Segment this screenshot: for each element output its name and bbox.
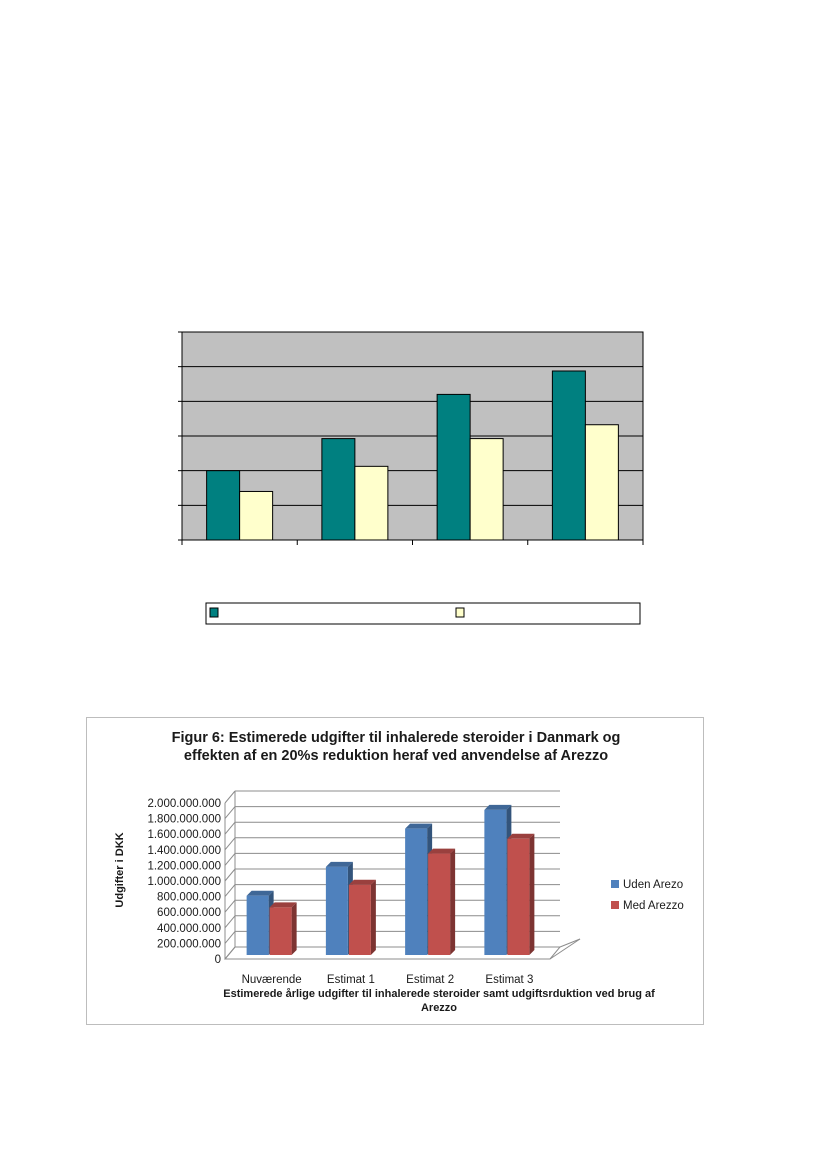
gridline-side (225, 853, 235, 865)
bar-front-face (270, 907, 292, 955)
x-category-label: Estimat 1 (326, 974, 375, 986)
y-tick-label: 0 (214, 954, 221, 966)
bar-side-face (371, 880, 376, 955)
bar-series-2-cat-1 (240, 491, 273, 540)
legend-label-med-arezzo: Med Arezzo (623, 900, 684, 912)
chart-title-line-2: effekten af en 20%s reduktion heraf ved anvendelse af Arezzo (183, 748, 609, 764)
bar-side-face (450, 849, 455, 955)
bar-front-face (326, 867, 348, 955)
legend-box (206, 603, 640, 624)
bar-series-1-cat-3 (437, 394, 470, 540)
bar-side-face (529, 834, 534, 955)
y-tick-label: 1.600.000.000 (147, 829, 221, 842)
bar-front-face (507, 839, 529, 955)
y-tick-label: 2.000.000.000 (147, 798, 221, 810)
bar-3d-series-2-cat-2 (349, 880, 376, 955)
y-axis-label: Udgifter i DKK (114, 832, 126, 908)
figure-6-chart (86, 717, 704, 1025)
legend-swatch-uden-arezo (611, 880, 619, 888)
gridline-side (225, 838, 235, 850)
legend-swatch-med-arezzo (611, 901, 619, 909)
y-tick-label: 800.000.000 (157, 891, 221, 904)
x-category-label: Estimat 2 (406, 974, 455, 986)
x-axis-label-line-1: Estimerede årlige udgifter til inhalerede steroider samt udgiftsrduktion ved brug af (223, 988, 655, 1000)
bar-front-face (349, 885, 371, 955)
bar-3d-series-1-cat-4 (484, 805, 511, 955)
gridline-side (225, 885, 235, 897)
gridline-side (225, 791, 235, 803)
gridline-side (225, 900, 235, 912)
legend-swatch-series-2 (456, 608, 464, 617)
x-category-label: Estimat 3 (485, 974, 534, 986)
chart-arezzo (87, 718, 705, 1026)
x-category-label: Nuværende (241, 974, 302, 986)
bar-series-2-cat-4 (585, 425, 618, 540)
y-tick-label: 200.000.000 (157, 938, 221, 951)
bar-series-1-cat-2 (322, 439, 355, 540)
bar-3d-series-1-cat-3 (405, 824, 432, 955)
bar-front-face (405, 829, 427, 955)
bar-3d-series-1-cat-2 (326, 862, 353, 955)
bar-side-face (292, 902, 297, 955)
gridline-side (225, 931, 235, 943)
y-tick-labels (147, 798, 221, 966)
x-axis-label-line-2: Arezzo (420, 1002, 458, 1014)
bar-3d-series-2-cat-3 (428, 849, 455, 955)
gridline-side (225, 822, 235, 834)
bar-3d-series-2-cat-1 (270, 902, 297, 955)
y-tick-label: 1.400.000.000 (147, 844, 221, 857)
chart-title-line-1: Figur 6: Estimerede udgifter til inhalerede steroider i Danmark og (171, 730, 621, 746)
bar-series-2-cat-2 (355, 466, 388, 540)
floor-edge-2 (550, 939, 580, 959)
bar-series-1-cat-4 (552, 371, 585, 540)
bar-3d-series-1-cat-1 (247, 891, 274, 955)
bar-3d-series-2-cat-4 (507, 834, 534, 955)
y-tick-label: 600.000.000 (157, 907, 221, 920)
bar-front-face (247, 896, 269, 955)
y-tick-label: 1.200.000.000 (147, 860, 221, 873)
bar-front-face (428, 854, 450, 955)
y-tick-label: 400.000.000 (157, 922, 221, 935)
legend-label-uden-arezo: Uden Arezo (623, 879, 684, 891)
bar-front-face (484, 810, 506, 955)
gridline-side (225, 869, 235, 881)
gridline-side (225, 916, 235, 928)
y-tick-label: 1.000.000.000 (147, 876, 221, 888)
bar-series-1-cat-1 (207, 471, 240, 540)
y-tick-label: 1.800.000.000 (147, 813, 221, 826)
legend-swatch-series-1 (210, 608, 218, 617)
bar-series-2-cat-3 (470, 439, 503, 540)
x-category-labels (242, 974, 534, 986)
gridline-side (225, 807, 235, 819)
bars-3d (247, 805, 535, 955)
